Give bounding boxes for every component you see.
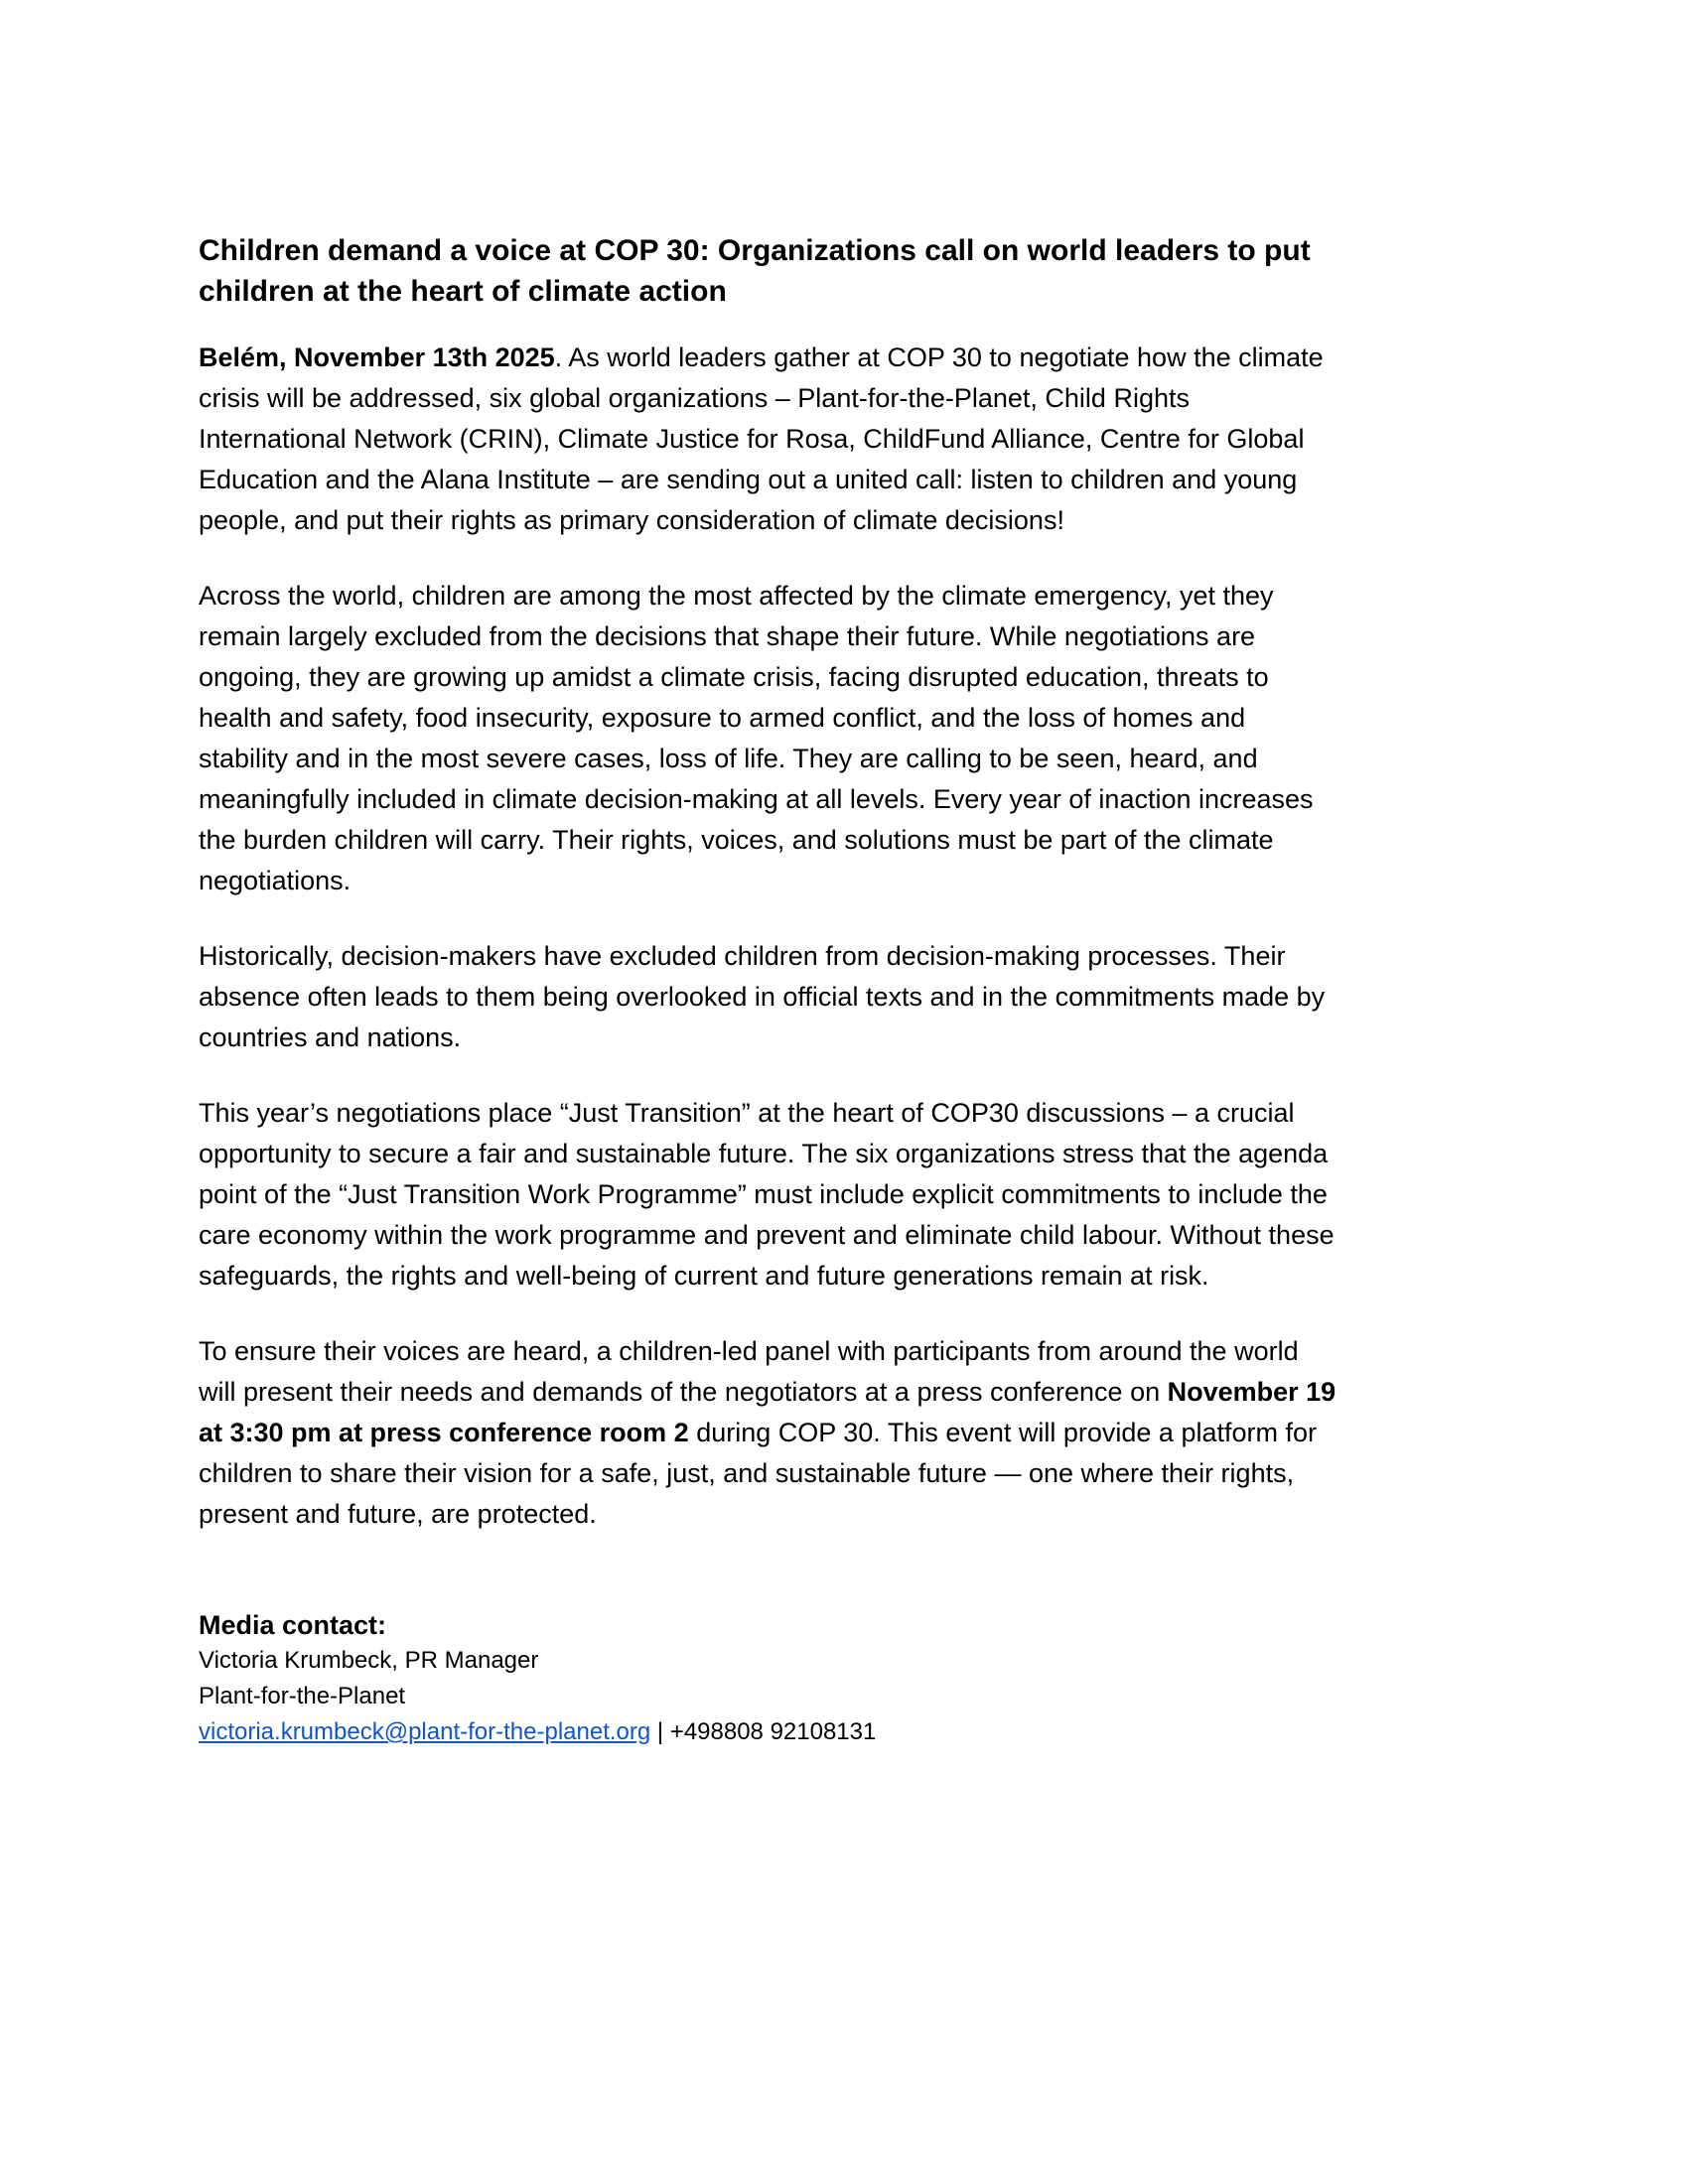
paragraph-line: children to share their vision for a safe, just, and sustainable future — one where their rights, xyxy=(199,1458,1295,1488)
event-time-location: at 3:30 pm at press conference room 2 xyxy=(199,1418,689,1447)
headline xyxy=(199,230,1489,312)
paragraph-children-affected xyxy=(199,576,1489,901)
paragraph-line: the burden children will carry. Their rights, voices, and solutions must be part of the climate xyxy=(199,825,1274,855)
media-contact-heading: Media contact: xyxy=(199,1610,387,1640)
paragraph-line: Historically, decision-makers have excluded children from decision-making processes. Their xyxy=(199,941,1286,971)
paragraph-line: care economy within the work programme and prevent and eliminate child labour. Without these xyxy=(199,1220,1335,1250)
paragraph-line: Across the world, children are among the most affected by the climate emergency, yet they xyxy=(199,581,1274,611)
paragraph-line: remain largely excluded from the decisions that shape their future. While negotiations are xyxy=(199,621,1256,651)
paragraph-line: countries and nations. xyxy=(199,1023,462,1052)
paragraph-line: point of the “Just Transition Work Programme” must include explicit commitments to include the xyxy=(199,1179,1328,1209)
phone-number: +498808 92108131 xyxy=(669,1718,877,1745)
paragraph-line: opportunity to secure a fair and sustainable future. The six organizations stress that the agenda xyxy=(199,1139,1329,1168)
dateline: Belém, November 13th 2025 xyxy=(199,342,555,372)
email-link[interactable]: victoria.krumbeck@plant-for-the-planet.org xyxy=(199,1718,651,1745)
paragraph-line: absence often leads to them being overlooked in official texts and in the commitments made by xyxy=(199,982,1326,1012)
paragraph-line: This year’s negotiations place “Just Transition” at the heart of COP30 discussions – a crucial xyxy=(199,1098,1295,1128)
contact-organization: Plant-for-the-Planet xyxy=(199,1683,406,1709)
paragraph-historically xyxy=(199,936,1489,1058)
paragraph-line: To ensure their voices are heard, a children-led panel with participants from around the world xyxy=(199,1336,1299,1366)
paragraph-line: crisis will be addressed, six global organizations – Plant-for-the-Planet, Child Rights xyxy=(199,383,1190,413)
paragraph-press-conference xyxy=(199,1331,1489,1535)
separator: | xyxy=(650,1718,670,1745)
media-contact-block xyxy=(199,1607,1192,1750)
paragraph-line: people, and put their rights as primary consideration of climate decisions! xyxy=(199,505,1064,535)
paragraph-line: International Network (CRIN), Climate Justice for Rosa, ChildFund Alliance, Centre for Global xyxy=(199,424,1305,454)
headline-line: Children demand a voice at COP 30: Organizations call on world leaders to put xyxy=(199,234,1311,267)
paragraph-line: ongoing, they are growing up amidst a climate crisis, facing disrupted education, threats to xyxy=(199,662,1269,692)
paragraph-just-transition xyxy=(199,1093,1489,1297)
headline-line: children at the heart of climate action xyxy=(199,275,727,308)
paragraph-line: at 3:30 pm at press conference room 2 during COP 30. This event will provide a platform for xyxy=(199,1418,1317,1447)
paragraph-intro xyxy=(199,338,1489,541)
paragraph-line: Education and the Alana Institute – are sending out a united call: listen to children and young xyxy=(199,465,1298,494)
event-date: November 19 xyxy=(1167,1377,1336,1407)
contact-name-role: Victoria Krumbeck, PR Manager xyxy=(199,1647,539,1674)
paragraph-line: stability and in the most severe cases, loss of life. They are calling to be seen, heard, and xyxy=(199,744,1258,773)
contact-email-phone xyxy=(199,1714,1192,1750)
paragraph-line: will present their needs and demands of the negotiators at a press conference on November 19 xyxy=(199,1377,1336,1407)
paragraph-line: health and safety, food insecurity, exposure to armed conflict, and the loss of homes and xyxy=(199,703,1246,733)
paragraph-line: negotiations. xyxy=(199,866,352,895)
paragraph-line: safeguards, the rights and well-being of current and future generations remain at risk. xyxy=(199,1261,1209,1291)
paragraph-line: Belém, November 13th 2025. As world leaders gather at COP 30 to negotiate how the climate xyxy=(199,342,1324,372)
paragraph-line: meaningfully included in climate decision-making at all levels. Every year of inaction increases xyxy=(199,784,1314,814)
paragraph-line: present and future, are protected. xyxy=(199,1499,597,1529)
press-release-body xyxy=(199,230,1489,1570)
